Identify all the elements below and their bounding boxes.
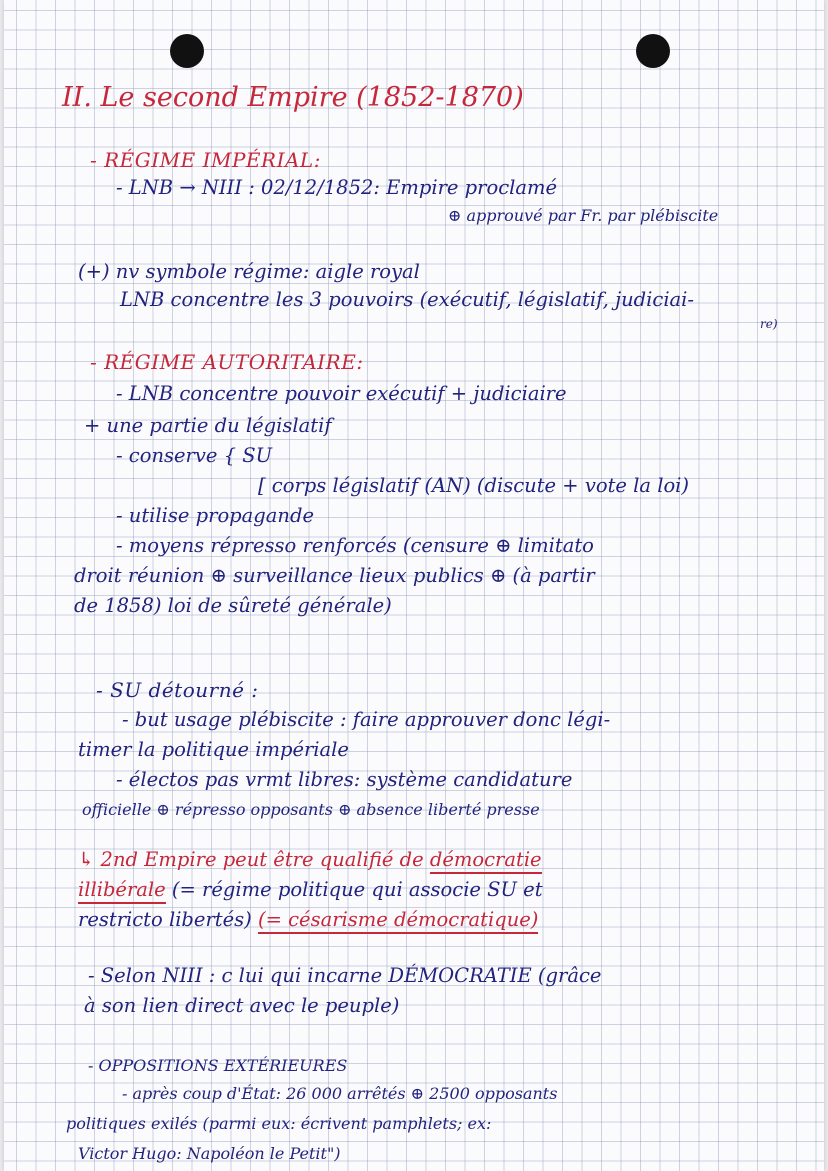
su-line-4: officielle ⊕ répresso opposants ⊕ absence liberté presse <box>82 800 540 819</box>
term-illiberale: illibérale <box>78 878 166 904</box>
page-title: II. Le second Empire (1852-1870) <box>62 82 524 113</box>
conclusion-definition: (= régime politique qui associe SU et <box>171 878 543 901</box>
selon-line-1: - Selon NIII : c lui qui incarne DÉMOCRATIE (grâce <box>88 964 602 987</box>
binder-hole-right <box>636 34 670 68</box>
plus-block-line-2-end: re) <box>760 317 778 331</box>
conclusion-line-3 <box>78 910 538 930</box>
regime-imperial-line-1: - LNB → NIII : 02/12/1852: Empire proclamé <box>116 176 558 199</box>
conclusion-line-1 <box>78 850 542 870</box>
plus-block-line-2: LNB concentre les 3 pouvoirs (exécutif, législatif, judiciai- <box>120 288 695 311</box>
autoritaire-line-6: - moyens répresso renforcés (censure ⊕ limitato <box>116 534 594 557</box>
su-line-3: - électos pas vrmt libres: système candidature <box>116 768 573 791</box>
conclusion-restricto: restricto libertés) <box>78 908 252 931</box>
heading-regime-autoritaire: - RÉGIME AUTORITAIRE: <box>90 350 364 374</box>
term-cesarisme: (= césarisme démocratique) <box>258 908 538 934</box>
plus-block-line-1: (+) nv symbole régime: aigle royal <box>78 260 420 283</box>
selon-line-2: à son lien direct avec le peuple) <box>84 994 400 1017</box>
conclusion-line-2 <box>78 880 543 900</box>
autoritaire-line-3: - conserve { SU <box>116 444 273 467</box>
su-line-1: - but usage plébiscite : faire approuver donc légi- <box>122 708 611 731</box>
autoritaire-line-5: - utilise propagande <box>116 504 314 527</box>
autoritaire-line-8: de 1858) loi de sûreté générale) <box>74 594 392 617</box>
term-democratie: démocratie <box>430 848 542 874</box>
oppositions-line-3: Victor Hugo: Napoléon le Petit") <box>78 1144 341 1163</box>
autoritaire-line-2: + une partie du législatif <box>84 414 332 437</box>
autoritaire-line-4: [ corps législatif (AN) (discute + vote la loi) <box>258 474 690 497</box>
regime-imperial-line-2: ⊕ approuvé par Fr. par plébiscite <box>448 206 719 225</box>
heading-oppositions: - OPPOSITIONS EXTÉRIEURES <box>88 1056 348 1075</box>
binder-hole-left <box>170 34 204 68</box>
autoritaire-line-7: droit réunion ⊕ surveillance lieux publics ⊕ (à partir <box>74 564 595 587</box>
oppositions-line-1: - après coup d'État: 26 000 arrêtés ⊕ 2500 opposants <box>122 1084 558 1103</box>
su-line-2: timer la politique impériale <box>78 738 349 761</box>
conclusion-arrow-text: ↳ 2nd Empire peut être qualifié de <box>78 848 424 871</box>
heading-regime-imperial: - RÉGIME IMPÉRIAL: <box>90 148 321 172</box>
heading-su-detourne: - SU détourné : <box>96 678 259 702</box>
autoritaire-line-1: - LNB concentre pouvoir exécutif + judiciaire <box>116 382 567 405</box>
notebook-page <box>4 0 824 1171</box>
oppositions-line-2: politiques exilés (parmi eux: écrivent pamphlets; ex: <box>66 1114 492 1133</box>
